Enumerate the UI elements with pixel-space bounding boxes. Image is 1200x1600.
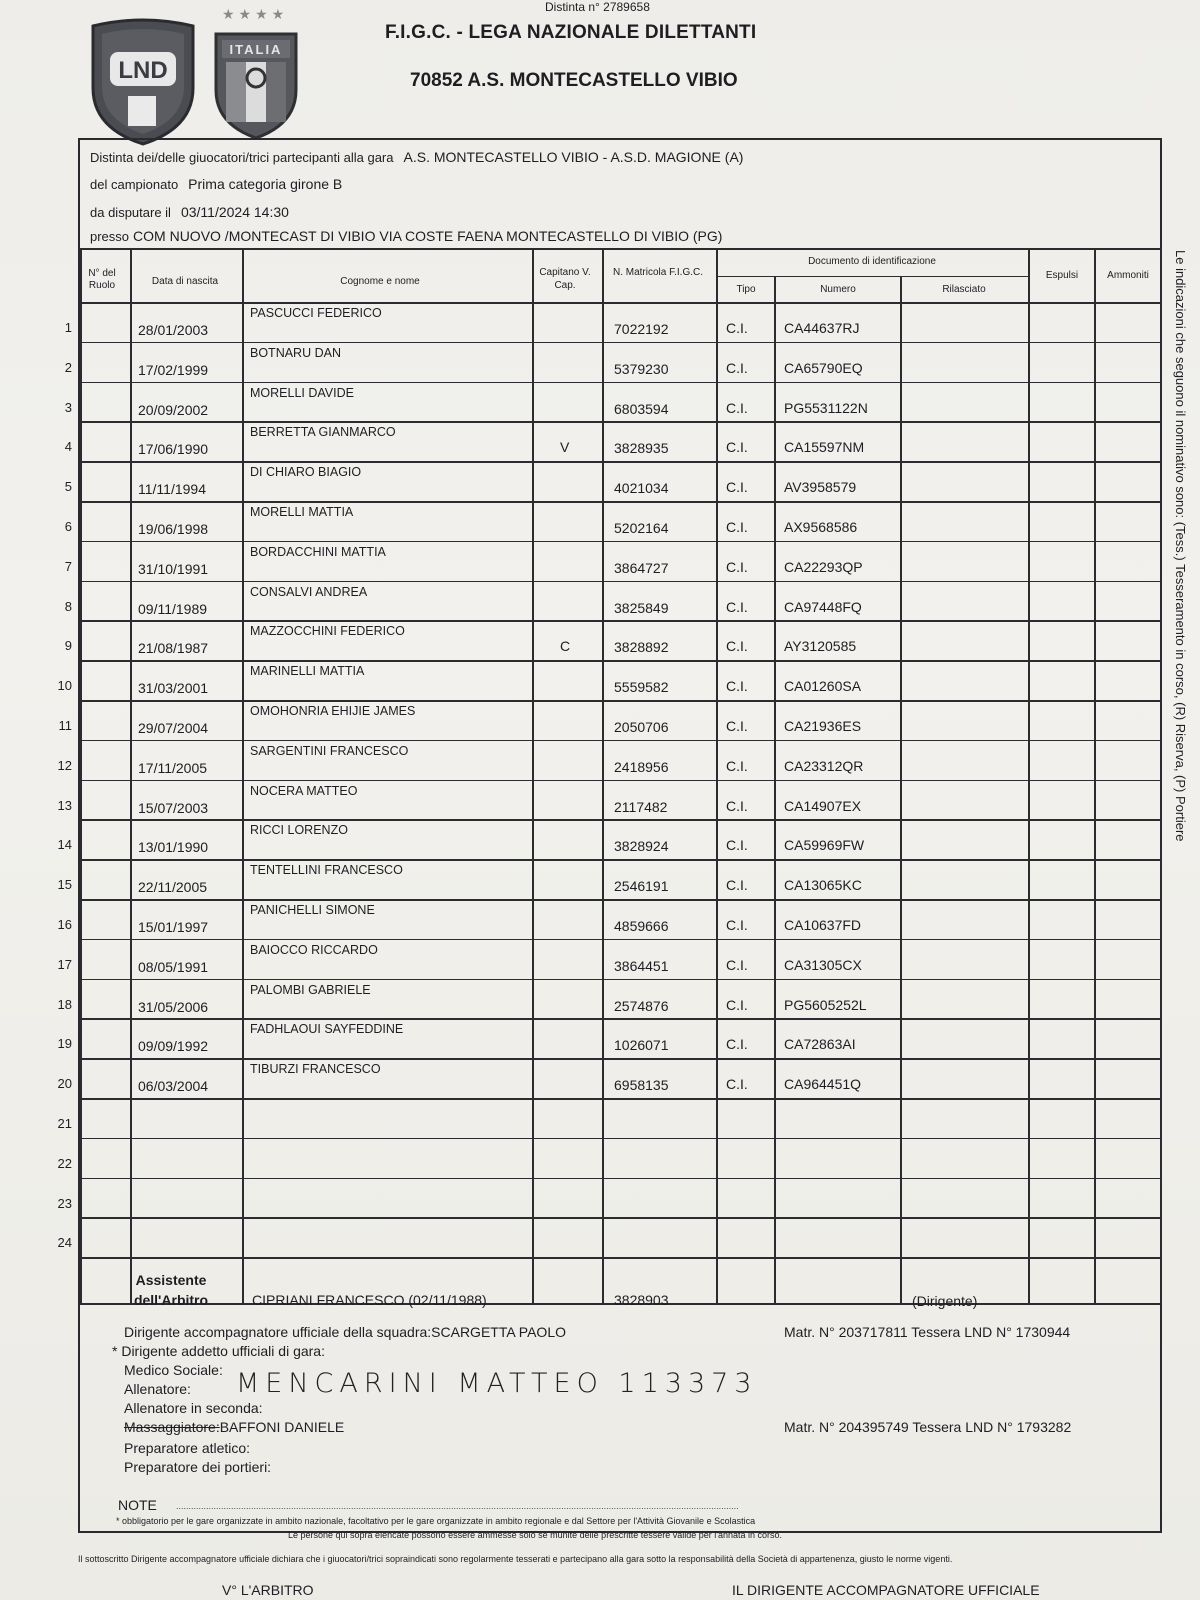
matricola: 2050706 bbox=[614, 719, 669, 735]
document-number: CA964451Q bbox=[784, 1076, 862, 1093]
campionato-value: Prima categoria girone B bbox=[188, 176, 343, 192]
document-type: C.I. bbox=[726, 757, 748, 774]
player-name: MORELLI MATTIA bbox=[250, 505, 354, 519]
row-number: 9 bbox=[64, 638, 72, 654]
dirigente-addetto: * Dirigente addetto ufficiali di gara: bbox=[112, 1343, 325, 1359]
player-name: PALOMBI GABRIELE bbox=[250, 982, 371, 997]
row-number: 14 bbox=[57, 837, 72, 853]
note-asterisk: * obbligatorio per le gare organizzate in ambito nazionale, facoltativo per le gare organizzate in ambito regionale e dal Settore per l'Attività Giovanile e Scolastica bbox=[116, 1516, 756, 1526]
matricola: 2117482 bbox=[614, 798, 668, 815]
document-type: C.I. bbox=[726, 996, 748, 1013]
birth-date: 15/07/2003 bbox=[138, 799, 209, 816]
massaggiatore-matricola: Matr. N° 204395749 Tessera LND N° 1793282 bbox=[784, 1419, 1072, 1435]
row-number: 19 bbox=[57, 1036, 72, 1052]
grid-line bbox=[602, 248, 604, 1303]
row-number: 10 bbox=[57, 678, 72, 694]
birth-date: 17/06/1990 bbox=[138, 441, 209, 458]
dirigente-matricola: Matr. N° 203717811 Tessera LND N° 1730944 bbox=[784, 1324, 1071, 1340]
row-number: 7 bbox=[64, 558, 72, 574]
gara-value: A.S. MONTECASTELLO VIBIO - A.S.D. MAGIONE (A) bbox=[403, 149, 744, 165]
document-type: C.I. bbox=[726, 877, 748, 894]
matricola: 2546191 bbox=[614, 878, 669, 895]
grid-line bbox=[716, 248, 718, 1303]
birth-date: 09/11/1989 bbox=[138, 600, 208, 617]
document-type: C.I. bbox=[726, 439, 748, 456]
col-nome: Cognome e nome bbox=[340, 276, 420, 287]
document-type: C.I. bbox=[726, 479, 748, 496]
note-label: NOTE bbox=[118, 1497, 157, 1513]
player-name: BERRETTA GIANMARCO bbox=[250, 425, 396, 440]
row-number: 20 bbox=[57, 1076, 72, 1092]
matricola: 1026071 bbox=[614, 1037, 669, 1054]
intro-data bbox=[90, 204, 289, 220]
document-type: C.I. bbox=[726, 1036, 748, 1053]
intro-campionato bbox=[90, 176, 342, 192]
row-number: 3 bbox=[64, 399, 72, 415]
allenatore-handwritten: MENCARINI MATTEO 113373 bbox=[236, 1368, 758, 1399]
matricola: 3825849 bbox=[614, 599, 669, 616]
player-name: PANICHELLI SIMONE bbox=[250, 903, 375, 917]
document-type: C.I. bbox=[726, 558, 748, 575]
row-number: 11 bbox=[58, 718, 72, 733]
row-number: 24 bbox=[57, 1235, 72, 1251]
row-number: 12 bbox=[57, 757, 72, 773]
document-number: CA22293QP bbox=[784, 558, 863, 575]
massaggiatore-name: BAFFONI DANIELE bbox=[219, 1419, 345, 1435]
birth-date: 31/03/2001 bbox=[138, 680, 209, 697]
player-name: BORDACCHINI MATTIA bbox=[250, 544, 386, 559]
birth-date: 31/05/2006 bbox=[138, 998, 209, 1015]
grid-line bbox=[1160, 248, 1162, 1303]
document-number: CA15597NM bbox=[784, 439, 865, 456]
birth-date: 11/11/1994 bbox=[138, 481, 206, 498]
massaggiatore bbox=[124, 1419, 344, 1435]
document-number: AV3958579 bbox=[784, 479, 857, 496]
player-name: TENTELLINI FRANCESCO bbox=[250, 863, 403, 878]
document-type: C.I. bbox=[726, 638, 748, 655]
grid-line bbox=[774, 276, 776, 1303]
assistente-label-2: dell'Arbitro bbox=[133, 1292, 209, 1308]
document-number: CA23312QR bbox=[784, 757, 864, 774]
document-number: CA01260SA bbox=[784, 678, 862, 695]
row-number: 4 bbox=[64, 439, 72, 455]
note-dots: ................................................................................................................................................................................................................................. bbox=[176, 1501, 739, 1511]
player-name: TIBURZI FRANCESCO bbox=[250, 1062, 381, 1077]
document-type: C.I. bbox=[726, 399, 748, 416]
assistente-role: (Dirigente) bbox=[912, 1293, 978, 1309]
document-number: AX9568586 bbox=[784, 519, 858, 535]
captain-mark: V bbox=[560, 439, 570, 456]
preparatore-portieri: Preparatore dei portieri: bbox=[124, 1459, 272, 1475]
document-number: CA97448FQ bbox=[784, 598, 862, 615]
document-number: CA44637RJ bbox=[784, 320, 860, 336]
row-number: 21 bbox=[57, 1116, 72, 1131]
presso-value: COM NUOVO /MONTECAST DI VIBIO VIA COSTE FAENA MONTECASTELLO DI VIBIO (PG) bbox=[133, 228, 723, 244]
row-number: 1 bbox=[64, 320, 72, 335]
player-name: NOCERA MATTEO bbox=[250, 783, 358, 798]
row-number: 6 bbox=[64, 519, 72, 534]
grid-line bbox=[80, 248, 82, 1303]
document-type: C.I. bbox=[726, 598, 748, 615]
document-type: C.I. bbox=[726, 1076, 748, 1093]
birth-date: 09/09/1992 bbox=[138, 1038, 209, 1055]
allenatore-seconda: Allenatore in seconda: bbox=[124, 1400, 263, 1416]
col-documento: Documento di identificazione bbox=[808, 256, 936, 267]
birth-date: 06/03/2004 bbox=[138, 1078, 209, 1095]
matricola: 4859666 bbox=[614, 918, 669, 934]
document-type: C.I. bbox=[726, 797, 748, 814]
col-ammoniti: Ammoniti bbox=[1107, 270, 1149, 281]
document-number: CA31305CX bbox=[784, 956, 862, 973]
birth-date: 13/01/1990 bbox=[138, 839, 209, 856]
matricola: 3828924 bbox=[614, 838, 669, 855]
document-title: F.I.G.C. - LEGA NAZIONALE DILETTANTI bbox=[385, 22, 757, 43]
document-type: C.I. bbox=[726, 320, 748, 336]
document-number: CA21936ES bbox=[784, 718, 862, 734]
birth-date: 15/01/1997 bbox=[138, 919, 209, 935]
document-type: C.I. bbox=[726, 678, 748, 695]
birth-date: 08/05/1991 bbox=[138, 958, 209, 975]
document-number: PG5531122N bbox=[784, 399, 868, 416]
matricola: 3828935 bbox=[614, 440, 669, 457]
document-number: CA65790EQ bbox=[784, 359, 863, 376]
player-name: PASCUCCI FEDERICO bbox=[250, 306, 382, 320]
col-tipo: Tipo bbox=[736, 284, 756, 295]
col-ruolo: N° del Ruolo bbox=[88, 268, 116, 291]
club-name: 70852 A.S. MONTECASTELLO VIBIO bbox=[410, 70, 738, 91]
note-persone: Le persone qui sopra elencate possono essere ammesse solo se munite delle prescritte tessere valide per l'annata in corso. bbox=[288, 1530, 782, 1540]
document-number: CA14907EX bbox=[784, 797, 862, 814]
matricola: 4021034 bbox=[614, 480, 669, 497]
birth-date: 22/11/2005 bbox=[138, 879, 208, 896]
document-number: AY3120585 bbox=[784, 638, 857, 655]
document-number: CA59969FW bbox=[784, 837, 865, 854]
allenatore-label: Allenatore: bbox=[124, 1381, 191, 1397]
birth-date: 31/10/1991 bbox=[138, 560, 209, 577]
birth-date: 20/09/2002 bbox=[138, 401, 209, 418]
stars-icon: ★★★★ bbox=[222, 6, 289, 22]
col-espulsi: Espulsi bbox=[1045, 270, 1079, 281]
grid-line bbox=[242, 248, 244, 1303]
distinta-number: Distinta n° 2789658 bbox=[545, 0, 650, 14]
document-number: CA13065KC bbox=[784, 877, 862, 894]
document-number: CA10637FD bbox=[784, 917, 862, 933]
grid-line bbox=[716, 276, 1028, 277]
matricola: 2574876 bbox=[614, 997, 669, 1014]
col-numero: Numero bbox=[820, 284, 856, 295]
player-name: BAIOCCO RICCARDO bbox=[250, 942, 378, 957]
row-number: 22 bbox=[57, 1155, 72, 1171]
matricola: 3828892 bbox=[614, 639, 669, 656]
row-number: 8 bbox=[64, 598, 72, 614]
birth-date: 17/02/1999 bbox=[138, 361, 209, 378]
assistente-label-1: Assistente bbox=[135, 1272, 207, 1288]
birth-date: 19/06/1998 bbox=[138, 521, 209, 537]
matricola: 3864451 bbox=[614, 957, 669, 974]
birth-date: 17/11/2005 bbox=[138, 759, 208, 776]
document-type: C.I. bbox=[726, 718, 748, 734]
col-nascita: Data di nascita bbox=[151, 276, 219, 287]
player-name: CONSALVI ANDREA bbox=[250, 584, 368, 599]
birth-date: 28/01/2003 bbox=[138, 322, 209, 338]
birth-date: 21/08/1987 bbox=[138, 640, 209, 657]
matricola: 6958135 bbox=[614, 1077, 669, 1094]
gara-label: Distinta dei/delle giuocatori/trici partecipanti alla gara bbox=[90, 150, 394, 165]
row-number: 13 bbox=[57, 797, 72, 813]
player-name: MARINELLI MATTIA bbox=[250, 664, 365, 679]
col-matricola: N. Matricola F.I.G.C. bbox=[612, 267, 703, 278]
matricola: 5379230 bbox=[614, 360, 669, 377]
matricola: 6803594 bbox=[614, 400, 669, 417]
preparatore-atletico: Preparatore atletico: bbox=[124, 1440, 251, 1456]
side-note: Le indicazioni che seguono il nominativo sono: (Tess.) Tesseramento in corso, (R) Riserva, (P) Portiere bbox=[1173, 250, 1188, 842]
data-value: 03/11/2024 14:30 bbox=[180, 204, 289, 220]
intro-gara bbox=[90, 149, 743, 165]
player-name: RICCI LORENZO bbox=[250, 823, 348, 838]
assistente-matricola: 3828903 bbox=[614, 1292, 669, 1308]
row-number: 18 bbox=[57, 996, 72, 1012]
document-number: PG5605252L bbox=[784, 996, 867, 1013]
lnd-logo-text: LND bbox=[118, 57, 168, 84]
dirigente-accompagnatore: Dirigente accompagnatore ufficiale della squadra:SCARGETTA PAOLO bbox=[124, 1324, 566, 1340]
player-name: OMOHONRIA EHIJIE JAMES bbox=[250, 704, 416, 718]
matricola: 5202164 bbox=[614, 520, 669, 536]
data-label: da disputare il bbox=[90, 205, 171, 220]
document-type: C.I. bbox=[726, 519, 748, 535]
player-name: BOTNARU DAN bbox=[250, 345, 341, 360]
matricola: 7022192 bbox=[614, 321, 669, 337]
player-name: FADHLAOUI SAYFEDDINE bbox=[250, 1022, 404, 1037]
italia-logo bbox=[212, 28, 300, 140]
intro-presso bbox=[90, 228, 722, 244]
grid-line bbox=[1094, 248, 1096, 1303]
player-name: MORELLI DAVIDE bbox=[250, 385, 354, 400]
campionato-label: del campionato bbox=[90, 177, 179, 192]
signature-dirigente: IL DIRIGENTE ACCOMPAGNATORE UFFICIALE bbox=[732, 1582, 1040, 1598]
player-name: SARGENTINI FRANCESCO bbox=[250, 743, 409, 758]
col-capitano: Capitano V. Cap. bbox=[539, 267, 591, 291]
captain-mark: C bbox=[560, 638, 571, 655]
note-sottoscritto: Il sottoscritto Dirigente accompagnatore ufficiale dichiara che i giuocatori/trici sopraindicati sono regolarmente tesserati e partecipano alla gara sotto la responsabilità della Società di appartenenza, giusto le norme vigenti. bbox=[78, 1554, 953, 1564]
medico-sociale: Medico Sociale: bbox=[124, 1362, 223, 1378]
row-number: 16 bbox=[57, 917, 72, 932]
row-number: 17 bbox=[57, 956, 72, 972]
matricola: 3864727 bbox=[614, 559, 669, 576]
italia-logo-text: ITALIA bbox=[229, 42, 283, 57]
matricola: 5559582 bbox=[614, 679, 669, 696]
matricola: 2418956 bbox=[614, 758, 669, 775]
lnd-logo bbox=[88, 18, 198, 146]
col-rilasciato: Rilasciato bbox=[942, 284, 986, 295]
player-name: MAZZOCCHINI FEDERICO bbox=[250, 624, 405, 639]
player-name: DI CHIARO BIAGIO bbox=[250, 465, 362, 480]
document-number: CA72863AI bbox=[784, 1036, 856, 1053]
grid-line bbox=[532, 248, 534, 1303]
document-type: C.I. bbox=[726, 917, 748, 933]
massaggiatore-label: Massaggiatore: bbox=[124, 1419, 220, 1435]
grid-line bbox=[130, 248, 132, 1303]
row-number: 2 bbox=[64, 359, 72, 375]
document-type: C.I. bbox=[726, 359, 748, 376]
row-number: 23 bbox=[57, 1195, 72, 1211]
grid-line bbox=[900, 276, 902, 1303]
grid-line bbox=[1028, 248, 1030, 1303]
presso-label: presso bbox=[90, 229, 130, 244]
row-number: 15 bbox=[57, 877, 72, 893]
document-type: C.I. bbox=[726, 837, 748, 854]
assistente-name: CIPRIANI FRANCESCO (02/11/1988) bbox=[252, 1292, 487, 1308]
document-type: C.I. bbox=[726, 956, 748, 973]
row-number: 5 bbox=[64, 479, 72, 495]
birth-date: 29/07/2004 bbox=[138, 720, 209, 736]
signature-arbitro: V° L'ARBITRO bbox=[222, 1582, 314, 1598]
